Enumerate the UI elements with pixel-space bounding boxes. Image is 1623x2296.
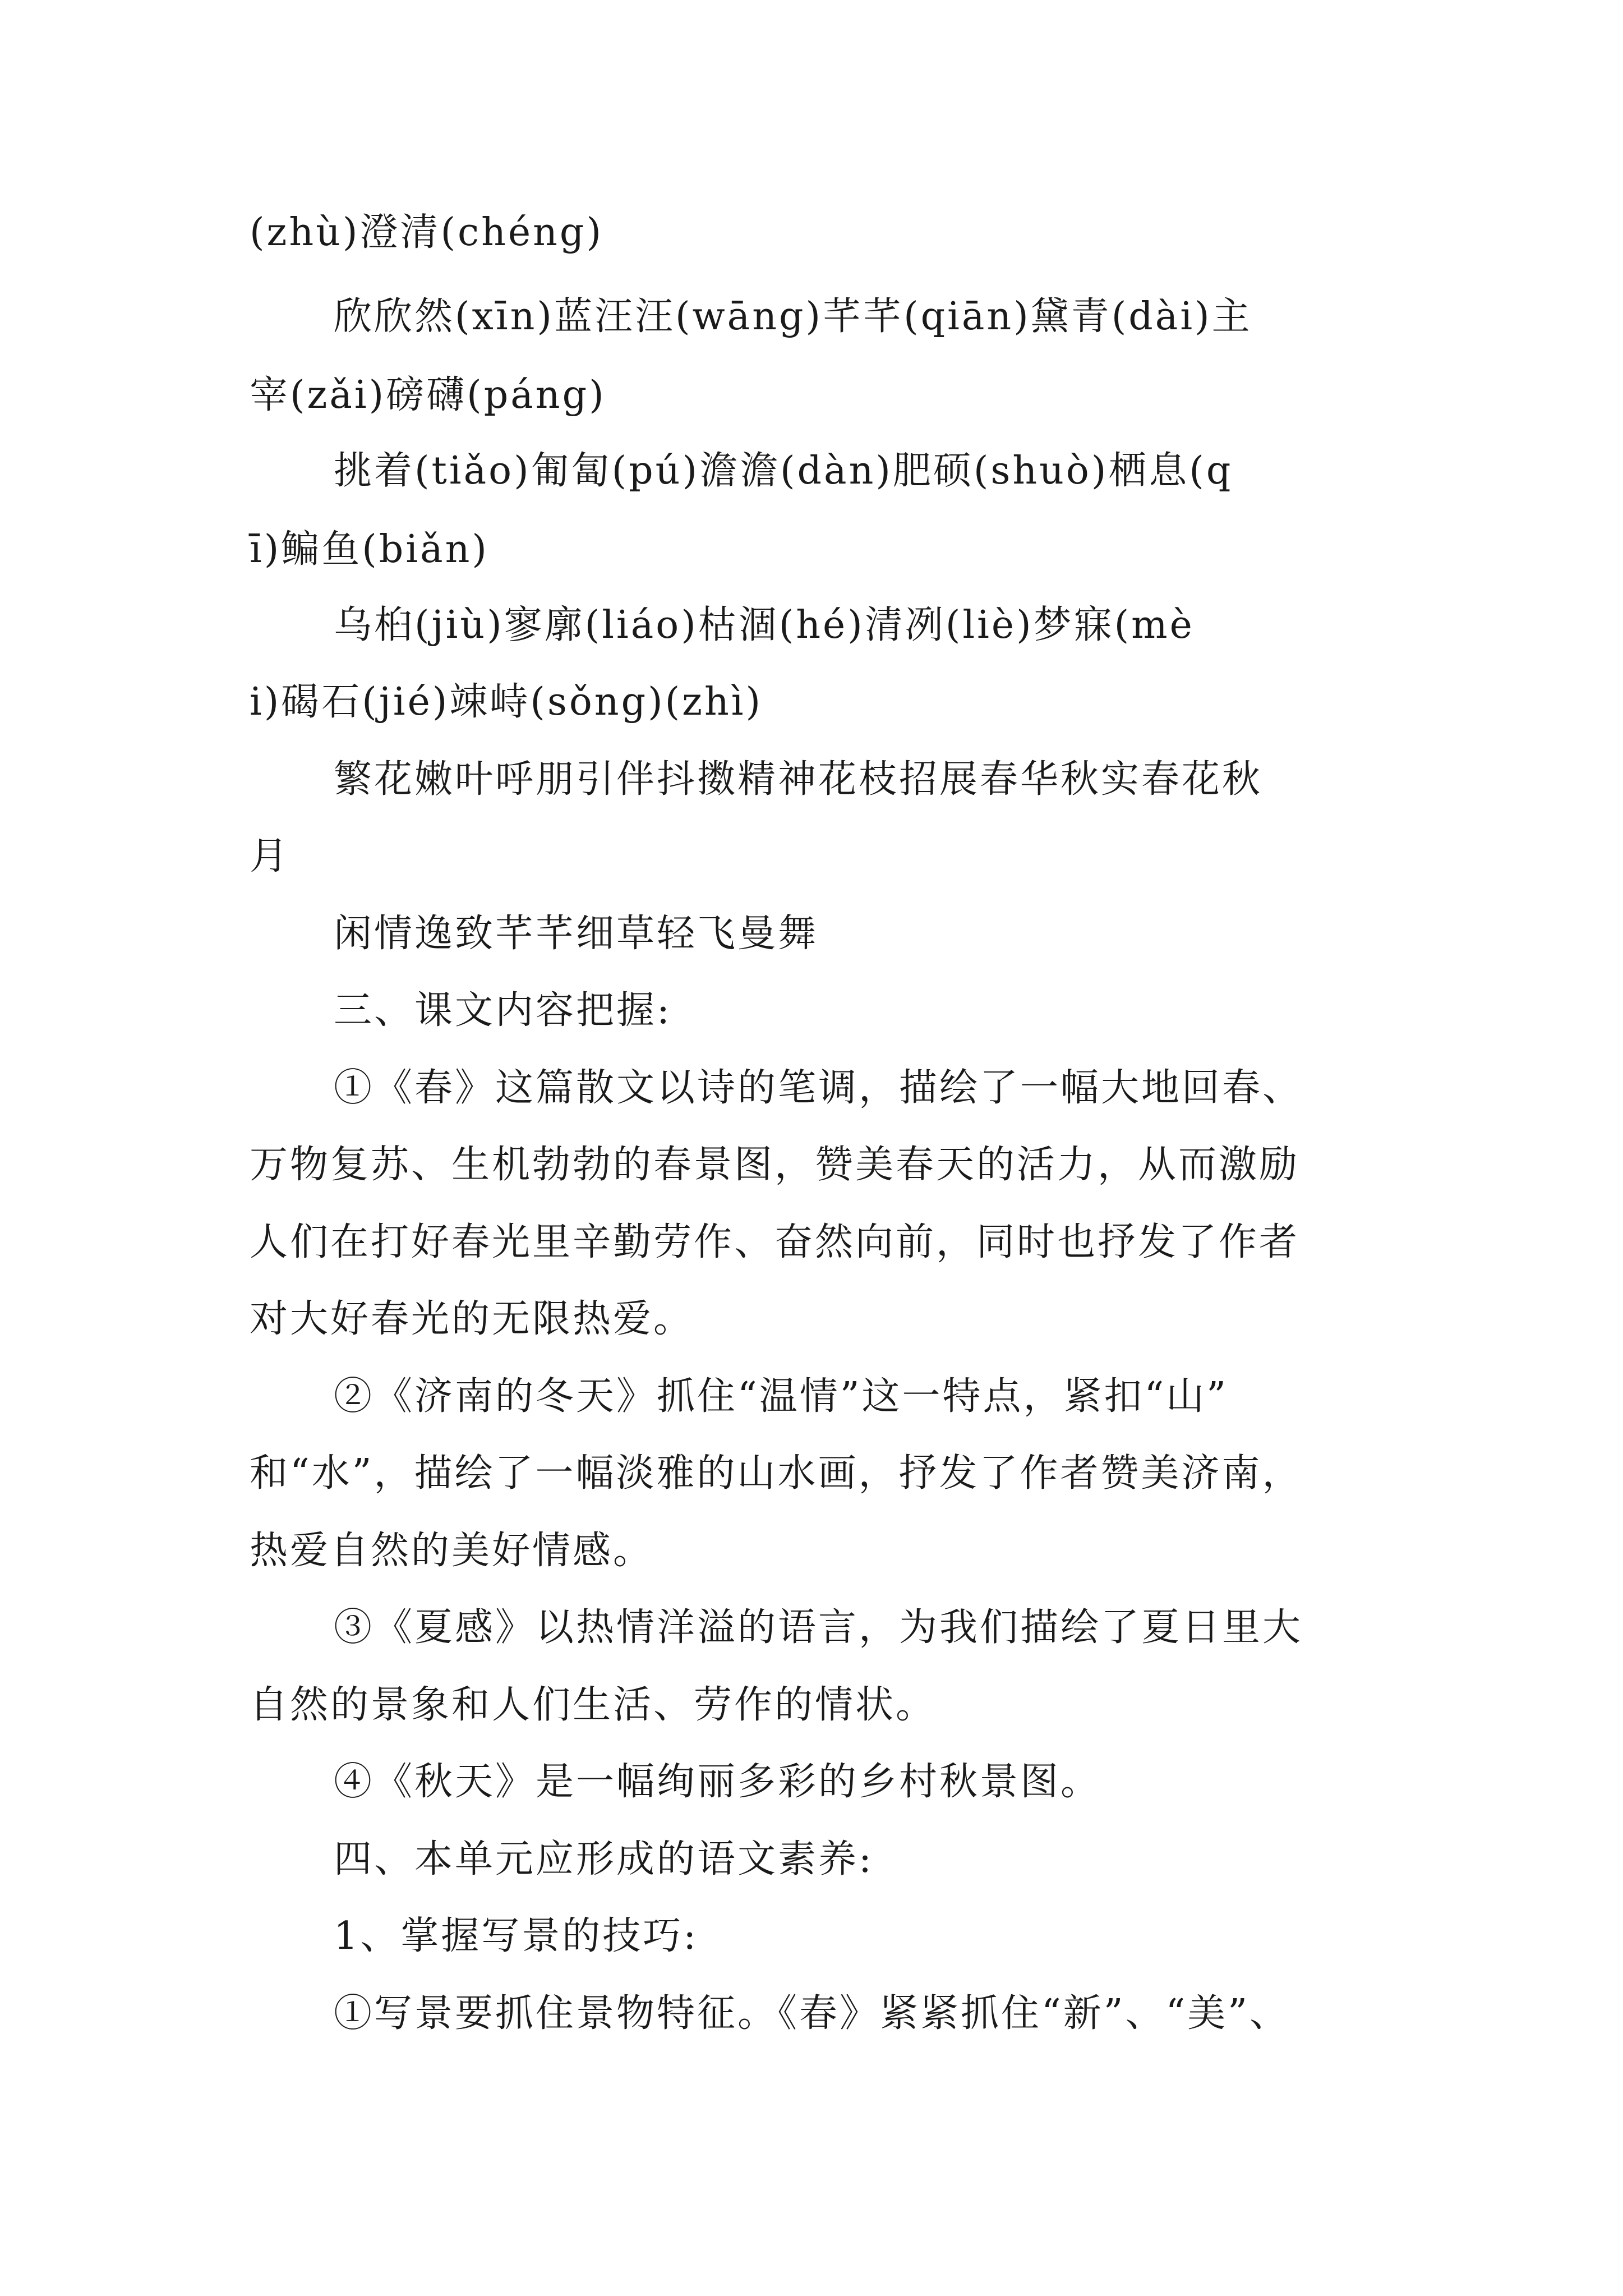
text-line: (zhù)澄清(chéng) — [250, 210, 603, 255]
text-line: 热爱自然的美好情感。 — [250, 1529, 654, 1573]
text-line: 月 — [250, 834, 291, 878]
text-line: 自然的景象和人们生活、劳作的情状。 — [250, 1683, 937, 1727]
text-line: i)碣石(jié)竦峙(sǒng)(zhì) — [250, 680, 763, 724]
section-heading: 三、课文内容把握: — [334, 988, 672, 1033]
subsection-heading: 1、掌握写景的技巧: — [334, 1914, 699, 1958]
section-heading: 四、本单元应形成的语文素养: — [334, 1837, 874, 1881]
text-line: 宰(zǎi)磅礴(páng) — [250, 373, 606, 417]
text-line: 和“水”，描绘了一幅淡雅的山水画，抒发了作者赞美济南， — [250, 1451, 1303, 1496]
text-line: 对大好春光的无限热爱。 — [250, 1297, 694, 1341]
text-line: 繁花嫩叶呼朋引伴抖擞精神花枝招展春华秋实春花秋 — [334, 757, 1263, 802]
text-line: 欣欣然(xīn)蓝汪汪(wāng)芊芊(qiān)黛青(dài)主 — [334, 295, 1252, 339]
text-line: 乌桕(jiù)寥廓(liáo)枯涸(hé)清冽(liè)梦寐(mè — [334, 603, 1195, 647]
text-line: ④《秋天》是一幅绚丽多彩的乡村秋景图。 — [334, 1760, 1101, 1804]
text-line: ī)鳊鱼(biǎn) — [250, 527, 489, 572]
text-line: ①写景要抓住景物特征。《春》紧紧抓住“新”、“美”、 — [334, 1991, 1290, 2036]
text-line: ③《夏感》以热情洋溢的语言，为我们描绘了夏日里大 — [334, 1605, 1303, 1650]
text-line: 万物复苏、生机勃勃的春景图，赞美春天的活力，从而激励 — [250, 1143, 1300, 1187]
text-line: ①《春》这篇散文以诗的笔调，描绘了一幅大地回春、 — [334, 1066, 1303, 1110]
text-line: 挑着(tiǎo)匍匐(pú)澹澹(dàn)肥硕(shuò)栖息(q — [334, 449, 1233, 493]
text-line: 闲情逸致芊芊细草轻飞曼舞 — [334, 912, 819, 956]
text-line: 人们在打好春光里辛勤劳作、奋然向前，同时也抒发了作者 — [250, 1220, 1300, 1264]
text-line: ②《济南的冬天》抓住“温情”这一特点，紧扣“山” — [334, 1374, 1229, 1419]
